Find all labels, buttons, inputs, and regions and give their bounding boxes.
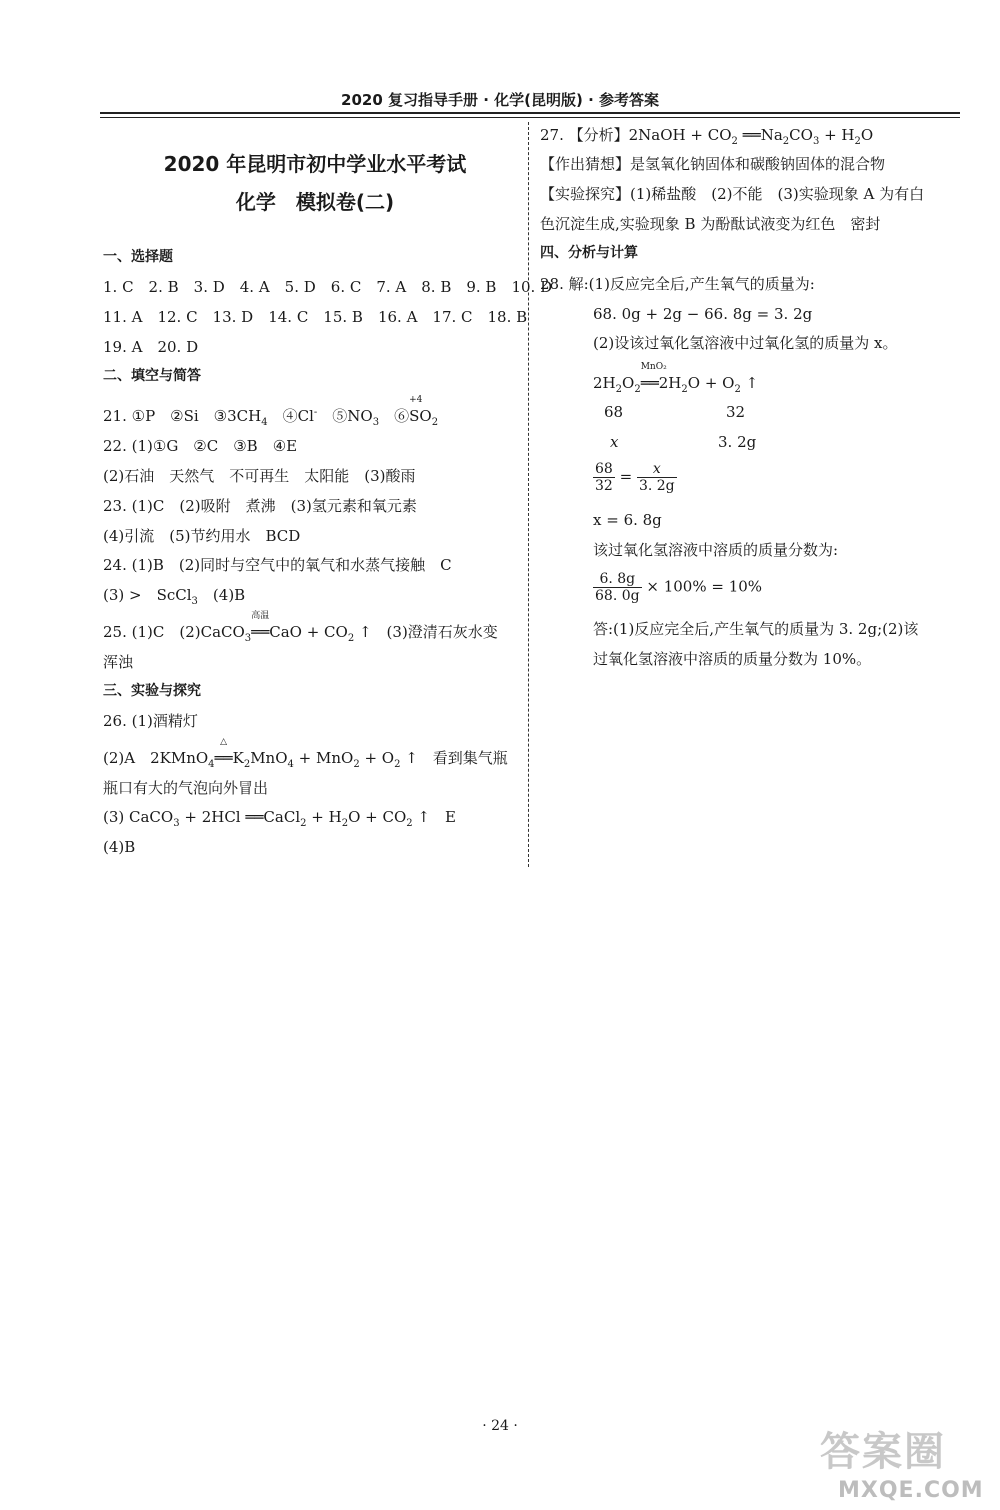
mc-row-3: 19. A 20. D [103, 338, 199, 356]
answer-26c: 瓶口有大的气泡向外冒出 [103, 779, 269, 797]
answer-23b: (4)引流 (5)节约用水 BCD [103, 527, 301, 545]
mc-row-1: 1. C 2. B 3. D 4. A 5. D 6. C 7. A 8. B 9. B 10. D [103, 278, 553, 296]
answer-28a: 28. 解:(1)反应完全后,产生氧气的质量为: [540, 275, 815, 293]
watermark-logo: 答案圈 [820, 1429, 946, 1475]
x-result: x = 6. 8g [593, 511, 662, 529]
answer-26a: 26. (1)酒精灯 [103, 712, 198, 730]
exam-title: 2020 年昆明市初中学业水平考试 [163, 152, 467, 176]
header-rule-thin [100, 117, 960, 118]
page-header: 2020 复习指导手册 · 化学(昆明版) · 参考答案 [341, 91, 659, 109]
answer-27d: 色沉淀生成,实验现象 B 为酚酞试液变为红色 密封 [540, 215, 881, 233]
section-calculation: 四、分析与计算 [540, 245, 638, 261]
header-rule [100, 112, 960, 114]
answer-28d: 该过氧化氢溶液中溶质的质量分数为: [593, 541, 839, 559]
watermark-url: MXQE.COM [838, 1478, 984, 1503]
answer-24a: 24. (1)B (2)同时与空气中的氧气和水蒸气接触 C [103, 556, 452, 574]
section-experiment: 三、实验与探究 [103, 683, 201, 699]
answer-27a: 27. 【分析】2NaOH + $CO_2$ $══Na_2CO_3 + H_2O$ [540, 126, 874, 147]
mass-fraction: $\frac{6. 8g}{68. 0g}$ × 100% = 10% [595, 571, 763, 605]
answer-25b: 浑浊 [103, 653, 134, 671]
final-answer-1: 答:(1)反应完全后,产生氧气的质量为 3. 2g;(2)该 [593, 620, 919, 638]
reaction-equation: $2H_2O_2$ MnO₂ $══2H_2O + O_2$ ↑ [593, 362, 759, 395]
ratio-32: 32 [726, 403, 746, 421]
final-answer-2: 过氧化氢溶液中溶质的质量分数为 10%。 [593, 650, 872, 668]
answer-21: 21. ①P ②Si $③3CH_4$ ④Cl- $⑤NO_3$ ⑥ +4 $SO_2$ [103, 395, 439, 428]
answer-26e: (4)B [103, 838, 136, 856]
ratio-x: x [610, 433, 619, 451]
answer-26d: (3) CaCO$_3$ + 2HCl ══CaCl$_2$ + $H_2O + CO_2$ ↑ E [103, 808, 456, 829]
answer-27c: 【实验探究】(1)稀盐酸 (2)不能 (3)实验现象 A 为有白 [540, 185, 925, 203]
ratio-3-2g: 3. 2g [718, 433, 757, 451]
answer-27b: 【作出猜想】是氢氧化钠固体和碳酸钠固体的混合物 [540, 155, 886, 173]
mc-row-2: 11. A 12. C 13. D 14. C 15. B 16. A 17. C 18. B [103, 308, 528, 326]
answer-28b: 68. 0g + 2g − 66. 8g = 3. 2g [593, 305, 813, 323]
ratio-68: 68 [604, 403, 624, 421]
column-divider [528, 122, 529, 867]
answer-24b: (3) > ScCl$_3$ (4)B [103, 586, 246, 607]
section-fill: 二、填空与简答 [103, 368, 201, 384]
answer-25: 25. (1)C (2)CaCO$_3$ 高温 ══CaO + $CO_2$ ↑ (3)澄清石灰水变 [103, 611, 498, 644]
answer-23a: 23. (1)C (2)吸附 煮沸 (3)氢元素和氧元素 [103, 497, 417, 515]
answer-22b: (2)石油 天然气 不可再生 太阳能 (3)酸雨 [103, 467, 416, 485]
exam-subtitle: 化学 模拟卷(二) [235, 190, 395, 214]
answer-28c: (2)设该过氧化氢溶液中过氧化氢的质量为 x。 [593, 334, 898, 352]
page-number: · 24 · [482, 1418, 518, 1434]
answer-26b: (2)A 2KMnO$_4$ △ $══K_2MnO_4 + MnO_2 + O_2$ ↑ 看到集气瓶 [103, 737, 508, 770]
section-choice: 一、选择题 [103, 249, 173, 265]
answer-22a: 22. (1)①G ②C ③B ④E [103, 437, 298, 455]
proportion: $\frac{68}{32}$ = $\frac{x}{3. 2g}$ [595, 461, 675, 495]
